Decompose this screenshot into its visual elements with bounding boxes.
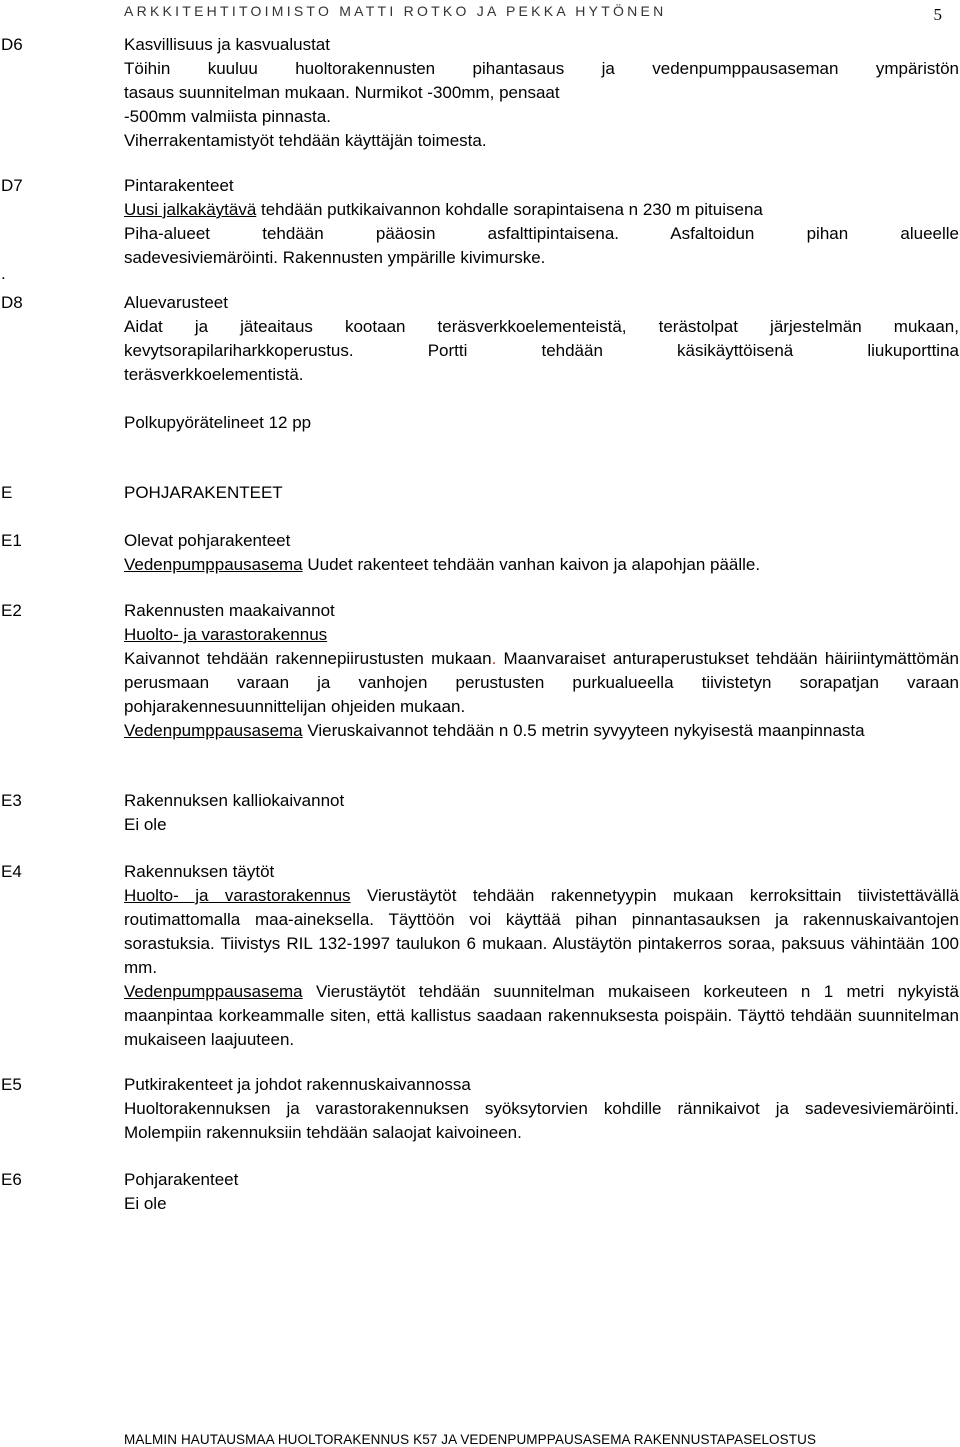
body-paragraph: Vedenpumppausasema Vierustäytöt tehdään suunnitelman mukaiseen korkeuteen n 1 metri nykyistä maanpintaa korkeammalle siten, että kallistus saadaan rakennuksesta poispäin. Täyttö tehdään suunnitelman mukaiseen laajuuteen. (124, 982, 959, 1049)
section-title: Rakennuksen kalliokaivannot (124, 791, 345, 810)
section-code: E (1, 483, 13, 502)
body-line: Ei ole (124, 1194, 167, 1213)
body-line: Vedenpumppausasema Uudet rakenteet tehdään vanhan kaivon ja alapohjan päälle. (124, 555, 761, 574)
section-code: E5 (1, 1075, 22, 1094)
body-line: Piha-alueet tehdään pääosin asfalttipintaisena. Asfaltoidun pihan alueelle (124, 224, 959, 243)
section-title: Pohjarakenteet (124, 1170, 239, 1189)
page-footer: MALMIN HAUTAUSMAA HUOLTORAKENNUS K57 JA VEDENPUMPPAUSASEMA RAKENNUSTAPASELOSTUS (124, 1432, 817, 1447)
section-title: POHJARAKENTEET (124, 483, 283, 502)
section-code: E2 (1, 601, 22, 620)
body-line: teräsverkkoelementistä. (124, 365, 304, 384)
body-line: Ei ole (124, 815, 167, 834)
body-line: sadevesiviemäröinti. Rakennusten ympärille kivimurske. (124, 248, 546, 267)
body-line: tasaus suunnitelman mukaan. Nurmikot -300mm, pensaat (124, 83, 560, 102)
section-title: Putkirakenteet ja johdot rakennuskaivannossa (124, 1075, 471, 1094)
section-code: E6 (1, 1170, 22, 1189)
section-title: Aluevarusteet (124, 293, 228, 312)
section-code: E3 (1, 791, 22, 810)
firm-name: ARKKITEHTITOIMISTO MATTI ROTKO JA PEKKA HYTÖNEN (124, 3, 667, 19)
underlined-term: Vedenpumppausasema (124, 982, 303, 1001)
section-code: E4 (1, 862, 22, 881)
body-line: Aidat ja jäteaitaus kootaan teräsverkkoelementeistä, terästolpat järjestelmän mukaan, (124, 317, 959, 336)
underlined-term: Vedenpumppausasema (124, 721, 303, 740)
body-line: Polkupyörätelineet 12 pp (124, 413, 312, 432)
section-title: Olevat pohjarakenteet (124, 531, 291, 550)
page-header (124, 3, 942, 25)
body-line: -500mm valmiista pinnasta. (124, 107, 331, 126)
section-code: D7 (1, 176, 23, 195)
stray-dot: . (1, 264, 6, 283)
body-line: Töihin kuuluu huoltorakennusten pihantasaus ja vedenpumppausaseman ympäristön (124, 59, 959, 78)
section-code: D6 (1, 35, 23, 54)
section-title: Kasvillisuus ja kasvualustat (124, 35, 330, 54)
body-line (124, 623, 959, 647)
body-line: Viherrakentamistyöt tehdään käyttäjän toimesta. (124, 131, 487, 150)
section-code: D8 (1, 293, 23, 312)
underlined-term: Huolto- ja varastorakennus (124, 886, 351, 905)
underlined-term: Vedenpumppausasema (124, 555, 303, 574)
section-title: Rakennusten maakaivannot (124, 601, 335, 620)
body-paragraph: Huolto- ja varastorakennus Vierustäytöt tehdään rakennetyypin mukaan kerroksittain tiivistettävällä routimattomalla maa-aineksella. Täyttöön voi käyttää pihan pinnantasauksen ja rakennuskaivantojen sorastuksia. Tiivistys RIL 132-1997 taulukon 6 mukaan. Alustäytön pintakerros soraa, paksuus vähintään 100 mm. (124, 886, 959, 977)
body-paragraph: Vedenpumppausasema Vieruskaivannot tehdään n 0.5 metrin syvyyteen nykyisestä maanpinnasta (124, 721, 865, 740)
section-code: E1 (1, 531, 22, 550)
section-title: Pintarakenteet (124, 176, 234, 195)
red-dot: . (491, 649, 497, 668)
body-line: Uusi jalkakäytävä tehdään putkikaivannon kohdalle sorapintaisena n 230 m pituisena (124, 200, 763, 219)
section-title: Rakennuksen täytöt (124, 862, 275, 881)
page-number: 5 (933, 5, 942, 24)
underlined-term: Huolto- ja varastorakennus (124, 625, 328, 644)
body-paragraph: Huoltorakennuksen ja varastorakennuksen syöksytorvien kohdille rännikaivot ja sadevesiviemäröinti. Molempiin rakennuksiin tehdään salaojat kaivoineen. (124, 1099, 959, 1142)
body-line: kevytsorapilariharkkoperustus. Portti tehdään käsikäyttöisenä liukuporttina (124, 341, 959, 360)
body-paragraph: Kaivannot tehdään rakennepiirustusten mukaan. Maanvaraiset anturaperustukset tehdään häiriintymättömän perusmaan varaan ja vanhojen perustusten purkualueella tiivistetyn sorapatjan varaan pohjarakennesuunnittelijan ohjeiden mukaan. (124, 649, 959, 716)
underlined-term: Uusi jalkakäytävä (124, 200, 257, 219)
